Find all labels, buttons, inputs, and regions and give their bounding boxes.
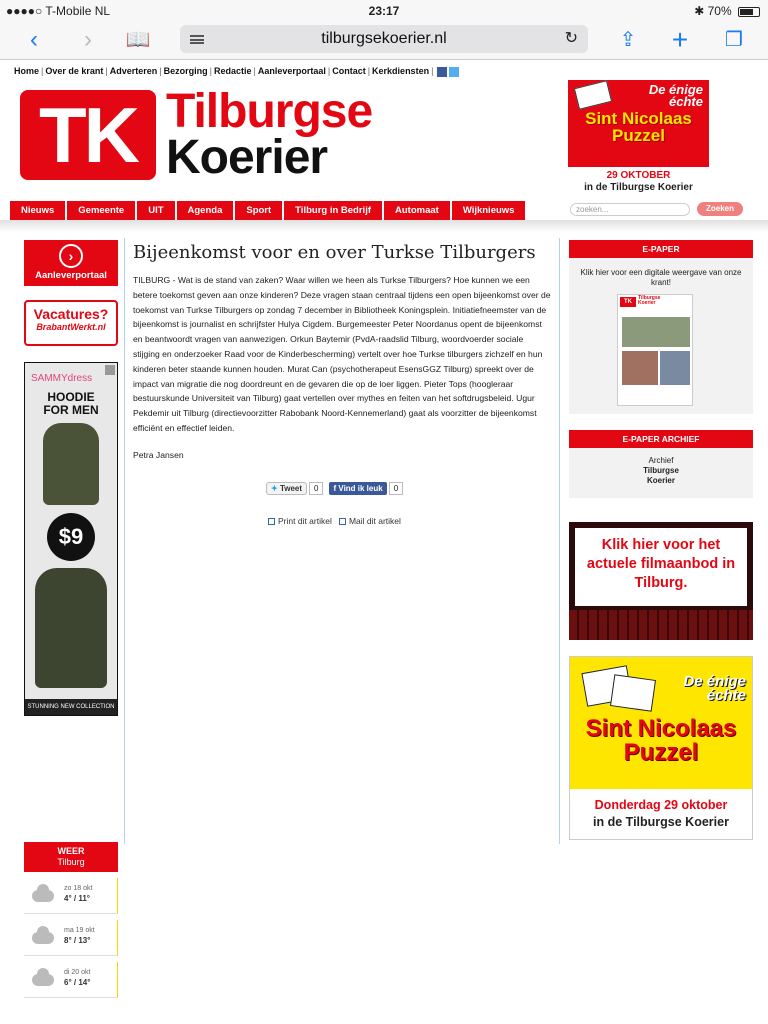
epaper-text: Klik hier voor een digitale weergave van onze krant! bbox=[580, 268, 742, 287]
tabs-icon[interactable]: ❐ bbox=[725, 29, 743, 51]
hoodie-image bbox=[43, 423, 99, 505]
banner-date: 29 OKTOBER bbox=[606, 170, 671, 181]
top-menu bbox=[14, 66, 459, 77]
fb-label: Vind ik leuk bbox=[338, 484, 383, 493]
banner-bottom bbox=[568, 167, 709, 197]
menu-separator: | bbox=[367, 66, 371, 76]
weather-date: di 20 okt bbox=[64, 969, 91, 976]
weather-header bbox=[24, 842, 118, 872]
battery-percent: 70% bbox=[707, 4, 732, 18]
cards-image bbox=[574, 80, 612, 110]
film-banner[interactable] bbox=[569, 522, 753, 640]
cloud-icon bbox=[32, 932, 54, 944]
thumb-photo-2 bbox=[622, 351, 658, 385]
print-link[interactable]: Print dit artikel bbox=[278, 516, 332, 526]
top-menu-item[interactable]: Redactie bbox=[213, 66, 252, 76]
banner-tagline: De énige échte bbox=[648, 82, 703, 109]
url-text: tilburgsekoerier.nl bbox=[321, 30, 447, 47]
nav-item[interactable]: Tilburg in Bedrijf bbox=[284, 201, 382, 221]
battery-icon bbox=[738, 7, 760, 17]
puzzel-date: Donderdag 29 oktober bbox=[594, 798, 728, 812]
top-menu-item[interactable]: Kerkdiensten bbox=[372, 66, 430, 76]
article bbox=[124, 238, 560, 844]
menu-separator: | bbox=[159, 66, 162, 76]
browser-toolbar bbox=[0, 20, 768, 60]
archive-line3: Koerier bbox=[646, 476, 675, 485]
weather-date: zo 18 okt bbox=[64, 885, 93, 892]
ad-headline: HOODIE FOR MEN bbox=[43, 390, 99, 417]
menu-separator: | bbox=[253, 66, 256, 76]
tweet-button[interactable] bbox=[266, 482, 307, 495]
back-icon[interactable]: ‹ bbox=[30, 26, 38, 53]
article-author: Petra Jansen bbox=[133, 449, 184, 460]
logo-mark: TK bbox=[20, 90, 156, 180]
article-title: Bijeenkomst voor en over Turkse Tilburgers bbox=[133, 242, 536, 263]
tweet-label: Tweet bbox=[279, 484, 303, 493]
search-button[interactable]: Zoeken bbox=[697, 202, 743, 216]
website bbox=[0, 60, 768, 1024]
print-mail-links bbox=[268, 516, 401, 526]
nav-item[interactable]: Wijknieuws bbox=[452, 201, 526, 221]
mail-icon bbox=[339, 518, 346, 525]
facebook-icon[interactable] bbox=[437, 67, 447, 77]
bluetooth-icon: ✱ bbox=[694, 4, 705, 18]
vacatures-brand: BrabantWerkt.nl bbox=[36, 322, 106, 332]
puzzel-banner-top[interactable] bbox=[568, 80, 709, 197]
carrier: ●●●●○ T-Mobile NL bbox=[6, 4, 111, 18]
main-nav bbox=[10, 201, 527, 221]
weather-day bbox=[24, 878, 118, 914]
new-tab-icon[interactable]: + bbox=[671, 24, 689, 55]
battery-indicator bbox=[694, 4, 760, 18]
nav-item[interactable]: Agenda bbox=[177, 201, 234, 221]
site-logo[interactable] bbox=[20, 86, 400, 184]
cloud-icon bbox=[32, 974, 54, 986]
epaper-header: E-PAPER bbox=[569, 240, 753, 258]
logo-line2: Koerier bbox=[166, 131, 328, 184]
menu-separator: | bbox=[431, 66, 434, 76]
weather-day bbox=[24, 920, 118, 956]
vacatures-title: Vacatures? bbox=[33, 306, 109, 322]
weather-place: Tilburg bbox=[57, 857, 85, 867]
hoodie-image-2 bbox=[35, 568, 107, 688]
twitter-icon: ✦ bbox=[271, 484, 278, 493]
ad-info-icon[interactable] bbox=[105, 365, 115, 375]
epaper-thumbnail[interactable] bbox=[617, 294, 693, 406]
sammydress-ad[interactable] bbox=[24, 362, 118, 716]
forward-icon[interactable]: › bbox=[84, 26, 92, 53]
twitter-icon[interactable] bbox=[449, 67, 459, 77]
tweet-count: 0 bbox=[309, 482, 323, 495]
fb-count: 0 bbox=[389, 482, 403, 495]
menu-separator: | bbox=[105, 66, 108, 76]
ad-brand: SAMMYdress bbox=[31, 373, 93, 384]
nav-item[interactable]: Gemeente bbox=[67, 201, 135, 221]
weather-temp: 4° / 11° bbox=[64, 894, 90, 903]
facebook-like-button[interactable] bbox=[329, 482, 386, 495]
bookmarks-icon[interactable]: 📖 bbox=[125, 29, 151, 51]
weather-day bbox=[24, 962, 118, 998]
top-menu-item[interactable]: Adverteren bbox=[109, 66, 158, 76]
weather-widget bbox=[24, 842, 118, 998]
share-icon[interactable]: ⇪ bbox=[619, 29, 637, 51]
status-bar bbox=[0, 0, 768, 20]
puzzel-banner-side[interactable] bbox=[569, 656, 753, 840]
archive-text bbox=[569, 448, 753, 486]
ad-price: $9 bbox=[47, 513, 95, 561]
menu-separator: | bbox=[41, 66, 44, 76]
aanleverportaal-button[interactable] bbox=[24, 240, 118, 286]
thumb-name: Tilburgse Koerier bbox=[638, 295, 661, 306]
weather-date: ma 19 okt bbox=[64, 927, 95, 934]
banner-title: Sint Nicolaas Puzzel bbox=[585, 109, 692, 145]
aanleverportaal-label: Aanleverportaal bbox=[35, 270, 107, 281]
nav-item[interactable]: Automaat bbox=[384, 201, 450, 221]
address-bar[interactable] bbox=[180, 25, 588, 53]
top-menu-item[interactable]: Bezorging bbox=[163, 66, 208, 76]
banner-where: in de Tilburgse Koerier bbox=[584, 182, 693, 193]
nav-item[interactable]: UIT bbox=[137, 201, 174, 221]
menu-separator: | bbox=[209, 66, 212, 76]
archive-line1: Archief bbox=[648, 456, 674, 465]
facebook-icon: f bbox=[333, 484, 337, 493]
epaper-box[interactable] bbox=[569, 240, 753, 414]
top-menu-item[interactable]: Contact bbox=[332, 66, 366, 76]
puzzel-where: in de Tilburgse Koerier bbox=[593, 815, 729, 829]
logo-line1: Tilburgse bbox=[166, 85, 373, 138]
puzzel-bottom bbox=[570, 789, 752, 839]
nav-item[interactable]: Nieuws bbox=[10, 201, 65, 221]
nav-shadow bbox=[0, 220, 768, 232]
puzzel-title: Sint Nicolaas Puzzel bbox=[585, 715, 737, 766]
thumb-photo bbox=[622, 317, 690, 347]
reload-icon[interactable]: ↻ bbox=[564, 30, 578, 47]
article-body: TILBURG - Wat is de stand van zaken? Waar willen we heen als Turkse Tilburgers? Hoe kunnen we een betere toekomst geven aan onze kinderen? Deze vragen staan centraal tijdens een open bijeenkomst over de toekomst van Turkse Tilburgers op zondag 7 december in Bibliotheek Koningsplein. Initiatiefneemster van de bijeenkomst is journalist en schrijfster Hulya Cigdem. Burgemeester Peter Noordanus opent de bijeenkomst en beantwoordt vragen van aanwezigen. Orkun Baytemir (PvdA-raadslid Tilburg, woordvoerder sociale stijging en onderzoeker Raad voor de Kinderbescherming) vertelt over hoe Turkse tilburgers zichzelf en hun kinderen beter staande kunnen houden. Murat Can (psychotherapeut EsensGGZ Tilburg) spreekt over de impact van migratie die nog doordreunt en de gevaren die op de loer liggen. Pieter Tops (hoogleraar bestuurskunde Universiteit van Tilburg) gaat vertellen over mythes en feiten van het softdrugsbeleid. Ugur Pekdemir uit Tilburg (directievoorzitter Rabobank Noord-Kennemerland) gaat als voorzitter de bijeenkomst efficiënt en effectief leiden. bbox=[133, 275, 551, 433]
top-menu-item[interactable]: Aanleverportaal bbox=[257, 66, 326, 76]
clock: 23:17 bbox=[368, 4, 400, 18]
thumb-photo-3 bbox=[660, 351, 690, 385]
mail-link[interactable]: Mail dit artikel bbox=[348, 516, 401, 526]
puzzel-tagline: De énige échte bbox=[683, 673, 746, 704]
weather-temp: 8° / 13° bbox=[64, 936, 91, 945]
thumb-logo: TK bbox=[620, 297, 636, 307]
vacatures-banner[interactable] bbox=[24, 300, 118, 346]
share-buttons bbox=[266, 482, 409, 495]
archive-line2: Tilburgse bbox=[643, 466, 679, 475]
card-image-2 bbox=[610, 674, 656, 712]
print-icon bbox=[268, 518, 275, 525]
top-menu-item[interactable]: Home bbox=[14, 66, 40, 76]
search-input[interactable]: zoeken... bbox=[570, 203, 690, 216]
epaper-archive-box[interactable] bbox=[569, 430, 753, 498]
ad-footer: STUNNING NEW COLLECTION bbox=[25, 699, 117, 715]
arrow-right-icon: › bbox=[59, 244, 83, 268]
menu-separator: | bbox=[327, 66, 331, 76]
nav-item[interactable]: Sport bbox=[235, 201, 282, 221]
cloud-icon bbox=[32, 890, 54, 902]
weather-title: WEER bbox=[57, 846, 85, 856]
archive-header: E-PAPER ARCHIEF bbox=[569, 430, 753, 448]
weather-temp: 6° / 14° bbox=[64, 978, 91, 987]
cinema-seats-image bbox=[569, 610, 753, 640]
top-menu-item[interactable]: Over de krant bbox=[45, 66, 104, 76]
film-text: Klik hier voor het actuele filmaanbod in Tilburg. bbox=[575, 528, 747, 606]
